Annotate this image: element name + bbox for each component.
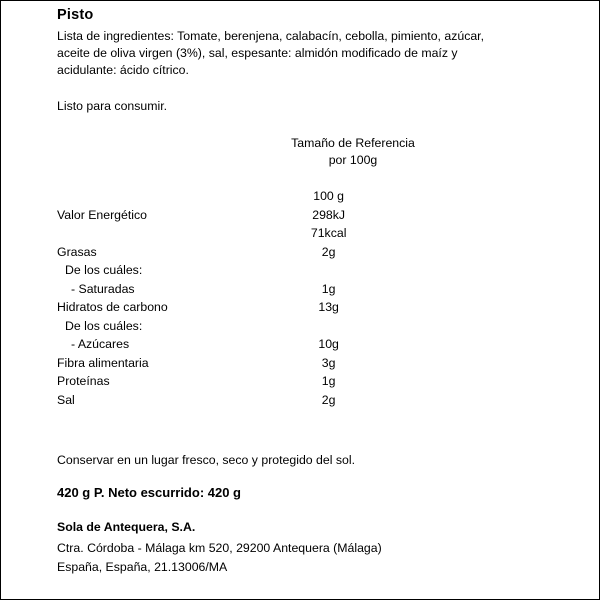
manufacturer-address (57, 539, 382, 577)
nutrient-label: Valor Energético (57, 207, 147, 222)
table-row (57, 261, 397, 280)
portion-label (57, 187, 260, 206)
nutrient-value: 1g (321, 374, 336, 388)
table-row (57, 354, 397, 373)
nutrient-label: De los cuáles: (65, 263, 143, 277)
nutrient-label (57, 224, 260, 243)
label-content (57, 1, 569, 409)
address-line-2: España, España, 21.13006/MA (57, 560, 228, 574)
nutrient-label: De los cuáles: (65, 318, 143, 333)
nutrient-value: 2g (321, 244, 336, 259)
table-row (57, 224, 397, 243)
table-row (57, 391, 397, 410)
nutrient-value: 3g (321, 355, 336, 370)
table-row (57, 243, 397, 262)
reference-heading-line1: Tamaño de Referencia (291, 136, 415, 150)
nutrient-label: Fibra alimentaria (57, 355, 149, 370)
nutrient-value (260, 317, 397, 336)
table-row (57, 298, 397, 317)
nutrition-table (57, 187, 397, 409)
address-line-1: Ctra. Córdoba - Málaga km 520, 29200 Antequera (Málaga) (57, 541, 382, 555)
nutrient-label: Hidratos de carbono (57, 300, 168, 314)
table-row (57, 280, 397, 299)
nutrient-label: - Azúcares (71, 337, 130, 351)
table-row (57, 335, 397, 354)
nutrient-value (260, 261, 397, 280)
product-title: Pisto (57, 7, 94, 23)
nutrient-value: 298kJ (312, 207, 346, 222)
table-row (57, 206, 397, 225)
manufacturer-name: Sola de Antequera, S.A. (57, 520, 196, 534)
net-weight-text: 420 g P. Neto escurrido: 420 g (57, 485, 241, 500)
nutrient-value: 10g (318, 337, 339, 351)
nutrient-label: - Saturadas (71, 281, 135, 296)
table-row (57, 372, 397, 391)
preparation-text: Listo para consumir. (57, 99, 168, 113)
nutrient-label: Grasas (57, 244, 97, 259)
nutrient-label: Proteínas (57, 374, 110, 388)
portion-value: 100 g (313, 189, 345, 203)
nutrient-value: 71kcal (310, 226, 347, 240)
nutrient-value: 1g (321, 281, 336, 296)
table-row (57, 317, 397, 336)
nutrient-value: 13g (318, 300, 339, 314)
nutrition-section (57, 135, 569, 409)
nutrient-label: Sal (57, 392, 75, 407)
table-row-portion (57, 187, 397, 206)
storage-text: Conservar en un lugar fresco, seco y protegido del sol. (57, 453, 356, 467)
reference-heading-line2: por 100g (328, 153, 378, 167)
ingredients-text: Lista de ingredientes: Tomate, berenjena, calabacín, cebolla, pimiento, azúcar, aceite de oliva virgen (3%), sal, espesante: almidón modificado de maíz y acidulante: ácido cítrico. (57, 29, 485, 77)
nutrition-table-body (57, 187, 397, 409)
reference-heading (253, 135, 453, 169)
nutrient-value: 2g (321, 392, 336, 407)
